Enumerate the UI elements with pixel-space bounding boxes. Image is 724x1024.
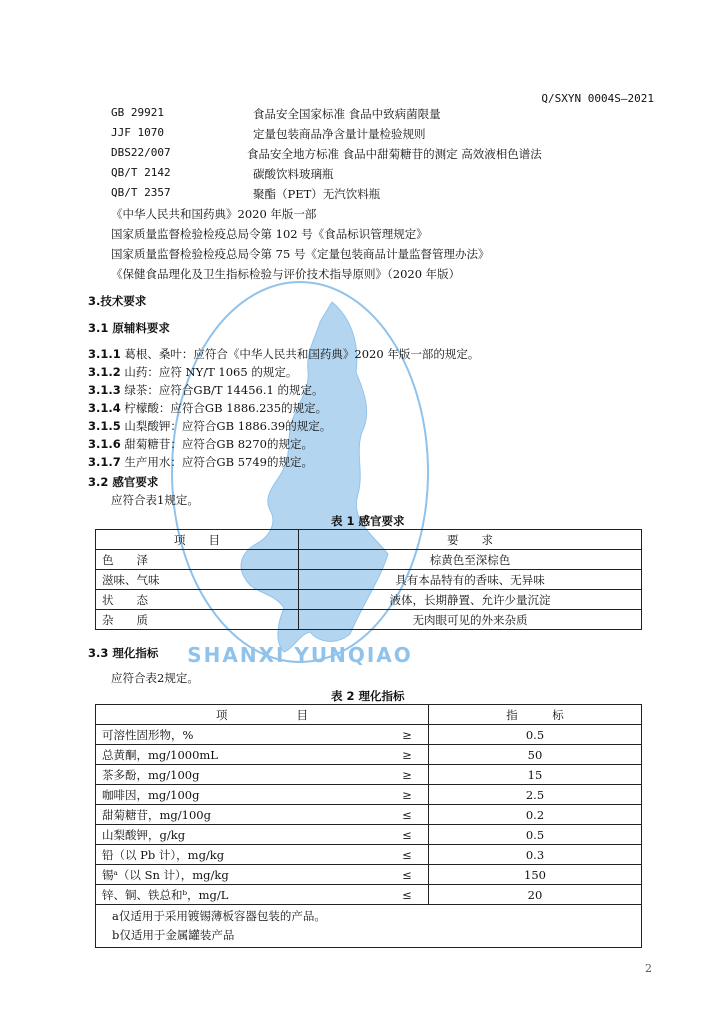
table-cell-value: 0.3 xyxy=(429,845,642,865)
material-item xyxy=(88,346,479,362)
footnote-a: a仅适用于采用镀锡薄板容器包装的产品。 xyxy=(112,909,326,923)
material-item xyxy=(88,436,313,452)
material-number: 3.1.6 xyxy=(88,437,121,451)
table-row xyxy=(96,705,642,725)
table-cell-operator: ≤ xyxy=(386,865,429,885)
table-cell-requirement: 无肉眼可见的外来杂质 xyxy=(299,610,642,630)
table-row xyxy=(96,845,642,865)
reference-code: GB 29921 xyxy=(111,106,164,119)
material-text: 甜菊糖苷：应符合GB 8270的规定。 xyxy=(124,437,313,451)
material-number: 3.1.5 xyxy=(88,419,121,433)
reference-title: 定量包装商品净含量计量检验规则 xyxy=(253,127,426,141)
reference-title: 聚酯（PET）无汽饮料瓶 xyxy=(253,187,381,201)
table-row xyxy=(96,530,642,550)
table-cell-item: 滋味、气味 xyxy=(96,570,299,590)
other-reference: 《中华人民共和国药典》2020 年版一部 xyxy=(111,207,317,221)
section-3-1-heading: 3.1 原辅料要求 xyxy=(88,321,170,335)
table-1-sensory xyxy=(95,529,642,630)
table-row xyxy=(96,590,642,610)
material-text: 柠檬酸：应符合GB 1886.235的规定。 xyxy=(124,401,328,415)
material-number: 3.1.2 xyxy=(88,365,121,379)
reference-title: 碳酸饮料玻璃瓶 xyxy=(253,167,334,181)
table-row xyxy=(96,765,642,785)
table-cell-value: 50 xyxy=(429,745,642,765)
table-cell-operator: ≤ xyxy=(386,805,429,825)
table-cell-value: 2.5 xyxy=(429,785,642,805)
section-3-3-heading: 3.3 理化指标 xyxy=(88,646,159,660)
table-2-caption: 表 2 理化指标 xyxy=(331,689,405,703)
table-cell-item: 锡ᵃ（以 Sn 计），mg/kg xyxy=(96,865,387,885)
table-cell-item: 杂 质 xyxy=(96,610,299,630)
reference-code: QB/T 2357 xyxy=(111,186,171,199)
material-number: 3.1.1 xyxy=(88,347,121,361)
table-cell-item: 总黄酮，mg/1000mL xyxy=(96,745,387,765)
page-number: 2 xyxy=(645,962,652,975)
table-cell-operator: ≤ xyxy=(386,885,429,905)
other-reference: 《保健食品理化及卫生指标检验与评价技术指导原则》（2020 年版） xyxy=(111,267,461,281)
table-footnote-row xyxy=(96,905,642,948)
table-cell-requirement: 具有本品特有的香味、无异味 xyxy=(299,570,642,590)
other-reference: 国家质量监督检验检疫总局令第 75 号《定量包装商品计量监督管理办法》 xyxy=(111,247,490,261)
table-cell-item: 状 态 xyxy=(96,590,299,610)
material-number: 3.1.7 xyxy=(88,455,121,469)
table-cell-item: 色 泽 xyxy=(96,550,299,570)
table-cell-item: 锌、铜、铁总和ᵇ，mg/L xyxy=(96,885,387,905)
table-cell-operator: ≥ xyxy=(386,785,429,805)
table-row xyxy=(96,570,642,590)
table-cell-item: 茶多酚，mg/100g xyxy=(96,765,387,785)
table-cell-requirement: 液体，长期静置、允许少量沉淀 xyxy=(299,590,642,610)
table-cell-operator: ≤ xyxy=(386,825,429,845)
table-cell-requirement: 棕黄色至深棕色 xyxy=(299,550,642,570)
reference-code: JJF 1070 xyxy=(111,126,164,139)
table-row xyxy=(96,550,642,570)
table-cell-item: 山梨酸钾，g/kg xyxy=(96,825,387,845)
material-text: 葛根、桑叶：应符合《中华人民共和国药典》2020 年版一部的规定。 xyxy=(124,347,480,361)
table-footnotes xyxy=(96,905,642,948)
table-cell-value: 0.2 xyxy=(429,805,642,825)
table-cell-value: 20 xyxy=(429,885,642,905)
table-header-item: 项 目 xyxy=(96,530,299,550)
reference-code: QB/T 2142 xyxy=(111,166,171,179)
table-2-physicochemical xyxy=(95,704,642,948)
other-reference: 国家质量监督检验检疫总局令第 102 号《食品标识管理规定》 xyxy=(111,227,428,241)
table-header-value: 指 标 xyxy=(429,705,642,725)
table-cell-operator: ≥ xyxy=(386,745,429,765)
table-cell-value: 15 xyxy=(429,765,642,785)
table-1-caption: 表 1 感官要求 xyxy=(331,514,405,528)
material-item xyxy=(88,364,297,380)
table-row xyxy=(96,865,642,885)
table-cell-operator: ≥ xyxy=(386,725,429,745)
document-code: Q/SXYN 0004S—2021 xyxy=(541,92,654,105)
section-3-3-note: 应符合表2规定。 xyxy=(111,671,199,685)
section-3-heading: 3.技术要求 xyxy=(88,294,147,308)
reference-code: DBS22/007 xyxy=(111,146,171,159)
table-cell-item: 可溶性固形物，% xyxy=(96,725,387,745)
material-number: 3.1.3 xyxy=(88,383,121,397)
table-cell-item: 铅（以 Pb 计），mg/kg xyxy=(96,845,387,865)
table-row xyxy=(96,885,642,905)
table-row xyxy=(96,745,642,765)
material-text: 生产用水：应符合GB 5749的规定。 xyxy=(124,455,313,469)
table-row xyxy=(96,785,642,805)
table-cell-value: 0.5 xyxy=(429,725,642,745)
table-header-item: 项 目 xyxy=(96,705,429,725)
table-header-requirement: 要 求 xyxy=(299,530,642,550)
table-cell-operator: ≤ xyxy=(386,845,429,865)
section-3-2-note: 应符合表1规定。 xyxy=(111,493,199,507)
table-row xyxy=(96,725,642,745)
reference-title: 食品安全地方标准 食品中甜菊糖苷的测定 高效液相色谱法 xyxy=(247,147,542,161)
material-item xyxy=(88,418,331,434)
reference-title: 食品安全国家标准 食品中致病菌限量 xyxy=(253,107,441,121)
material-text: 山药：应符 NY/T 1065 的规定。 xyxy=(124,365,298,379)
section-3-2-heading: 3.2 感官要求 xyxy=(88,475,159,489)
table-row xyxy=(96,805,642,825)
table-row xyxy=(96,610,642,630)
table-row xyxy=(96,825,642,845)
table-cell-value: 150 xyxy=(429,865,642,885)
material-number: 3.1.4 xyxy=(88,401,121,415)
table-cell-item: 咖啡因，mg/100g xyxy=(96,785,387,805)
material-text: 绿茶：应符合GB/T 14456.1 的规定。 xyxy=(124,383,324,397)
material-item xyxy=(88,382,323,398)
material-item xyxy=(88,400,327,416)
footnote-b: b仅适用于金属罐装产品 xyxy=(112,928,235,942)
material-item xyxy=(88,454,313,470)
table-cell-item: 甜菊糖苷，mg/100g xyxy=(96,805,387,825)
material-text: 山梨酸钾：应符合GB 1886.39的规定。 xyxy=(124,419,332,433)
table-cell-operator: ≥ xyxy=(386,765,429,785)
table-cell-value: 0.5 xyxy=(429,825,642,845)
watermark-text: SHANXI YUNQIAO xyxy=(187,643,413,667)
